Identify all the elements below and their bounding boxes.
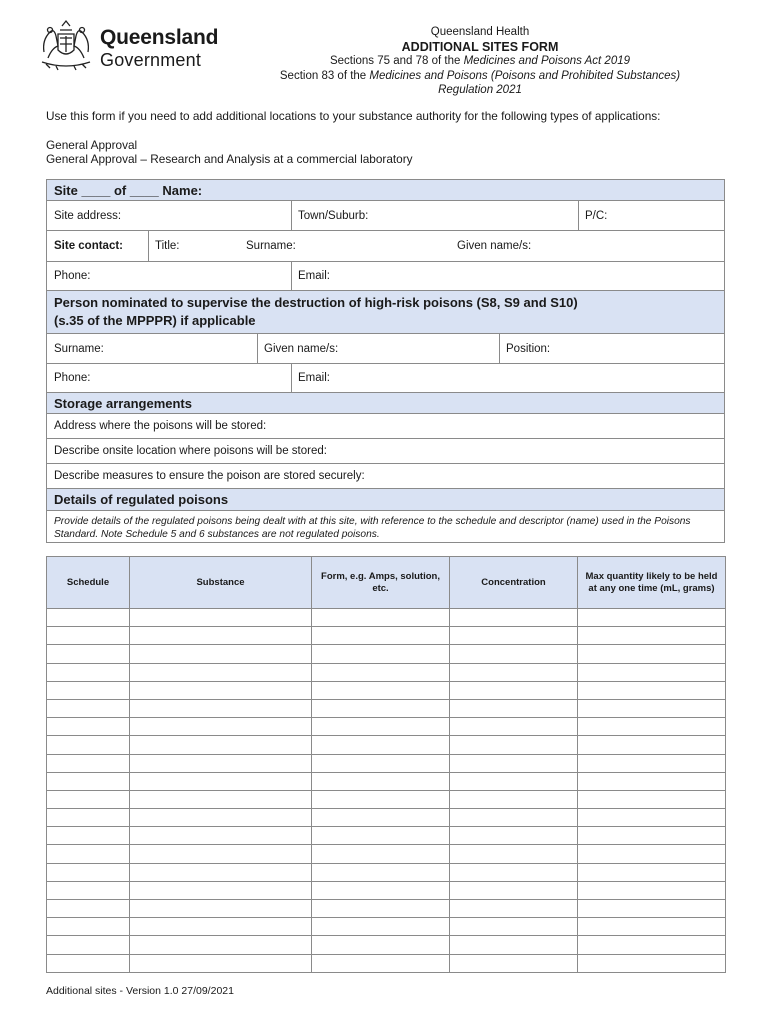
cell-concentration[interactable] <box>450 772 578 790</box>
cell-form[interactable] <box>312 645 450 663</box>
contact-phone-field[interactable]: Phone: <box>54 270 91 282</box>
cell-form[interactable] <box>312 609 450 627</box>
cell-substance[interactable] <box>130 718 312 736</box>
poisons-note: Provide details of the regulated poisons being dealt with at this site, with reference to the schedule and descriptor (name) used in the Poisons Standard. Note Schedule 5 and 6 substances are not regulated poisons. <box>54 516 691 540</box>
storage-location-field[interactable]: Describe onsite location where poisons will be stored: <box>54 445 327 457</box>
cell-schedule[interactable] <box>47 627 130 645</box>
cell-concentration[interactable] <box>450 900 578 918</box>
poisons-table-header <box>47 557 726 609</box>
cell-schedule[interactable] <box>47 736 130 754</box>
cell-substance[interactable] <box>130 736 312 754</box>
cell-substance[interactable] <box>130 754 312 772</box>
poisons-note-row <box>46 511 725 543</box>
cell-concentration[interactable] <box>450 663 578 681</box>
cell-concentration[interactable] <box>450 936 578 954</box>
contact-given-names-field[interactable]: Given name/s: <box>457 240 532 252</box>
intro-text: Use this form if you need to add additional locations to your substance authority for the following types of applications: <box>46 109 661 123</box>
cell-max-quantity[interactable] <box>578 645 726 663</box>
cell-schedule[interactable] <box>47 699 130 717</box>
cell-concentration[interactable] <box>450 754 578 772</box>
cell-form[interactable] <box>312 900 450 918</box>
storage-location-row <box>46 439 725 464</box>
cell-max-quantity[interactable] <box>578 699 726 717</box>
cell-concentration[interactable] <box>450 954 578 972</box>
site-address-row <box>46 201 725 231</box>
cell-concentration[interactable] <box>450 809 578 827</box>
col-substance: Substance <box>130 557 312 609</box>
table-row <box>47 609 726 627</box>
table-row <box>47 954 726 972</box>
cell-schedule[interactable] <box>47 900 130 918</box>
legislation-1-prefix: Sections 75 and 78 of the <box>329 55 464 67</box>
col-concentration: Concentration <box>450 557 578 609</box>
col-form: Form, e.g. Amps, solution, etc. <box>312 557 450 609</box>
cell-form[interactable] <box>312 627 450 645</box>
table-row <box>47 809 726 827</box>
nominee-name-row <box>46 334 725 364</box>
cell-schedule[interactable] <box>47 772 130 790</box>
contact-surname-field[interactable]: Surname: <box>246 240 296 252</box>
cell-concentration[interactable] <box>450 609 578 627</box>
cell-substance[interactable] <box>130 845 312 863</box>
poisons-table <box>46 556 726 973</box>
cell-max-quantity[interactable] <box>578 827 726 845</box>
cell-max-quantity[interactable] <box>578 790 726 808</box>
cell-concentration[interactable] <box>450 863 578 881</box>
table-row <box>47 754 726 772</box>
table-row <box>47 699 726 717</box>
poisons-section-header <box>46 489 725 511</box>
logo-text-government: Government <box>100 50 202 70</box>
table-row <box>47 718 726 736</box>
town-suburb-field[interactable]: Town/Suburb: <box>298 209 369 222</box>
legislation-line-1 <box>240 54 720 69</box>
cell-max-quantity[interactable] <box>578 681 726 699</box>
cell-concentration[interactable] <box>450 699 578 717</box>
col-schedule: Schedule <box>47 557 130 609</box>
cell-schedule[interactable] <box>47 954 130 972</box>
logo-text-queensland: Queensland <box>100 26 219 49</box>
queensland-government-logo <box>36 18 219 72</box>
cell-schedule[interactable] <box>47 936 130 954</box>
storage-address-row <box>46 414 725 439</box>
table-row <box>47 845 726 863</box>
approval-type-2: General Approval – Research and Analysis at a commercial laboratory <box>46 152 413 166</box>
cell-form[interactable] <box>312 954 450 972</box>
cell-form[interactable] <box>312 699 450 717</box>
cell-max-quantity[interactable] <box>578 609 726 627</box>
cell-form[interactable] <box>312 918 450 936</box>
form-title: ADDITIONAL SITES FORM <box>401 39 559 54</box>
storage-address-field[interactable]: Address where the poisons will be stored: <box>54 420 267 432</box>
cell-schedule[interactable] <box>47 681 130 699</box>
nominee-section-header <box>46 291 725 334</box>
cell-substance[interactable] <box>130 881 312 899</box>
cell-max-quantity[interactable] <box>578 772 726 790</box>
cell-form[interactable] <box>312 718 450 736</box>
cell-substance[interactable] <box>130 827 312 845</box>
cell-substance[interactable] <box>130 936 312 954</box>
nominee-section-title <box>47 291 578 333</box>
table-row <box>47 900 726 918</box>
nominee-position-field[interactable]: Position: <box>506 342 551 355</box>
table-row <box>47 627 726 645</box>
poisons-table-body <box>47 609 726 973</box>
cell-form[interactable] <box>312 845 450 863</box>
table-row <box>47 827 726 845</box>
cell-max-quantity[interactable] <box>578 954 726 972</box>
cell-concentration[interactable] <box>450 827 578 845</box>
approval-type-1: General Approval <box>46 138 138 152</box>
cell-schedule[interactable] <box>47 754 130 772</box>
nominee-surname-field[interactable]: Surname: <box>54 342 104 355</box>
cell-concentration[interactable] <box>450 790 578 808</box>
cell-schedule[interactable] <box>47 809 130 827</box>
cell-form[interactable] <box>312 809 450 827</box>
cell-schedule[interactable] <box>47 645 130 663</box>
nominee-email-field[interactable]: Email: <box>298 372 330 384</box>
cell-max-quantity[interactable] <box>578 809 726 827</box>
cell-form[interactable] <box>312 790 450 808</box>
site-contact-label: Site contact: <box>54 240 124 252</box>
cell-substance[interactable] <box>130 790 312 808</box>
cell-form[interactable] <box>312 863 450 881</box>
cell-form[interactable] <box>312 772 450 790</box>
cell-substance[interactable] <box>130 645 312 663</box>
cell-substance[interactable] <box>130 772 312 790</box>
cell-form[interactable] <box>312 881 450 899</box>
cell-form[interactable] <box>312 736 450 754</box>
table-row <box>47 772 726 790</box>
cell-substance[interactable] <box>130 918 312 936</box>
table-row <box>47 645 726 663</box>
cell-concentration[interactable] <box>450 718 578 736</box>
cell-form[interactable] <box>312 663 450 681</box>
contact-email-field[interactable]: Email: <box>298 270 330 282</box>
cell-substance[interactable] <box>130 699 312 717</box>
cell-schedule[interactable] <box>47 863 130 881</box>
storage-section-header <box>46 393 725 414</box>
footer-version: Additional sites - Version 1.0 27/09/2021 <box>46 985 234 997</box>
cell-max-quantity[interactable] <box>578 736 726 754</box>
legislation-line-2 <box>240 69 720 84</box>
contact-phone-row <box>46 262 725 291</box>
table-row <box>47 936 726 954</box>
cell-substance[interactable] <box>130 900 312 918</box>
storage-measures-row <box>46 464 725 489</box>
cell-substance[interactable] <box>130 627 312 645</box>
site-name-row[interactable] <box>46 179 725 201</box>
table-row <box>47 918 726 936</box>
cell-form[interactable] <box>312 754 450 772</box>
cell-concentration[interactable] <box>450 881 578 899</box>
cell-max-quantity[interactable] <box>578 663 726 681</box>
cell-substance[interactable] <box>130 863 312 881</box>
table-row <box>47 790 726 808</box>
cell-schedule[interactable] <box>47 718 130 736</box>
nominee-phone-row <box>46 364 725 393</box>
table-row <box>47 881 726 899</box>
cell-max-quantity[interactable] <box>578 718 726 736</box>
table-row <box>47 736 726 754</box>
poisons-section-title: Details of regulated poisons <box>54 492 229 507</box>
legislation-2-act: Medicines and Poisons (Poisons and Prohibited Substances) <box>369 69 681 82</box>
cell-concentration[interactable] <box>450 736 578 754</box>
cell-form[interactable] <box>312 681 450 699</box>
nominee-phone-field[interactable]: Phone: <box>54 372 91 384</box>
cell-schedule[interactable] <box>47 609 130 627</box>
storage-measures-field[interactable]: Describe measures to ensure the poison are stored securely: <box>54 470 365 482</box>
cell-form[interactable] <box>312 827 450 845</box>
cell-substance[interactable] <box>130 663 312 681</box>
cell-max-quantity[interactable] <box>578 845 726 863</box>
cell-substance[interactable] <box>130 809 312 827</box>
cell-schedule[interactable] <box>47 881 130 899</box>
cell-schedule[interactable] <box>47 663 130 681</box>
cell-concentration[interactable] <box>450 681 578 699</box>
cell-schedule[interactable] <box>47 827 130 845</box>
cell-max-quantity[interactable] <box>578 627 726 645</box>
cell-concentration[interactable] <box>450 645 578 663</box>
department-name: Queensland Health <box>430 26 530 38</box>
cell-max-quantity[interactable] <box>578 863 726 881</box>
legislation-1-act: Medicines and Poisons Act 2019 <box>463 55 631 67</box>
cell-substance[interactable] <box>130 954 312 972</box>
cell-concentration[interactable] <box>450 845 578 863</box>
storage-section-title: Storage arrangements <box>54 395 192 411</box>
site-address-field[interactable]: Site address: <box>54 209 122 222</box>
table-row <box>47 863 726 881</box>
table-row <box>47 663 726 681</box>
nominee-title-line-1: Person nominated to supervise the destruction of high-risk poisons (S8, S9 and S10) <box>54 295 578 310</box>
cell-schedule[interactable] <box>47 845 130 863</box>
contact-title-field[interactable]: Title: <box>155 240 180 252</box>
cell-form[interactable] <box>312 936 450 954</box>
nominee-title-line-2: (s.35 of the MPPPR) if applicable <box>54 313 256 328</box>
cell-max-quantity[interactable] <box>578 754 726 772</box>
cell-max-quantity[interactable] <box>578 936 726 954</box>
cell-concentration[interactable] <box>450 918 578 936</box>
cell-substance[interactable] <box>130 681 312 699</box>
table-row <box>47 681 726 699</box>
form-header <box>240 25 720 98</box>
queensland-coat-of-arms-icon <box>36 18 96 72</box>
cell-schedule[interactable] <box>47 790 130 808</box>
postcode-field[interactable]: P/C: <box>585 209 608 222</box>
cell-schedule[interactable] <box>47 918 130 936</box>
col-max-quantity: Max quantity likely to be held at any one time (mL, grams) <box>578 557 726 609</box>
cell-concentration[interactable] <box>450 627 578 645</box>
legislation-2-act-end: Regulation 2021 <box>438 84 522 96</box>
cell-substance[interactable] <box>130 609 312 627</box>
site-name-label: Site ____ of ____ Name: <box>54 182 203 198</box>
cell-max-quantity[interactable] <box>578 900 726 918</box>
site-details-form <box>46 179 725 543</box>
nominee-given-names-field[interactable]: Given name/s: <box>264 342 339 355</box>
legislation-2-prefix: Section 83 of the <box>279 69 370 82</box>
site-contact-row <box>46 231 725 262</box>
cell-max-quantity[interactable] <box>578 881 726 899</box>
cell-max-quantity[interactable] <box>578 918 726 936</box>
